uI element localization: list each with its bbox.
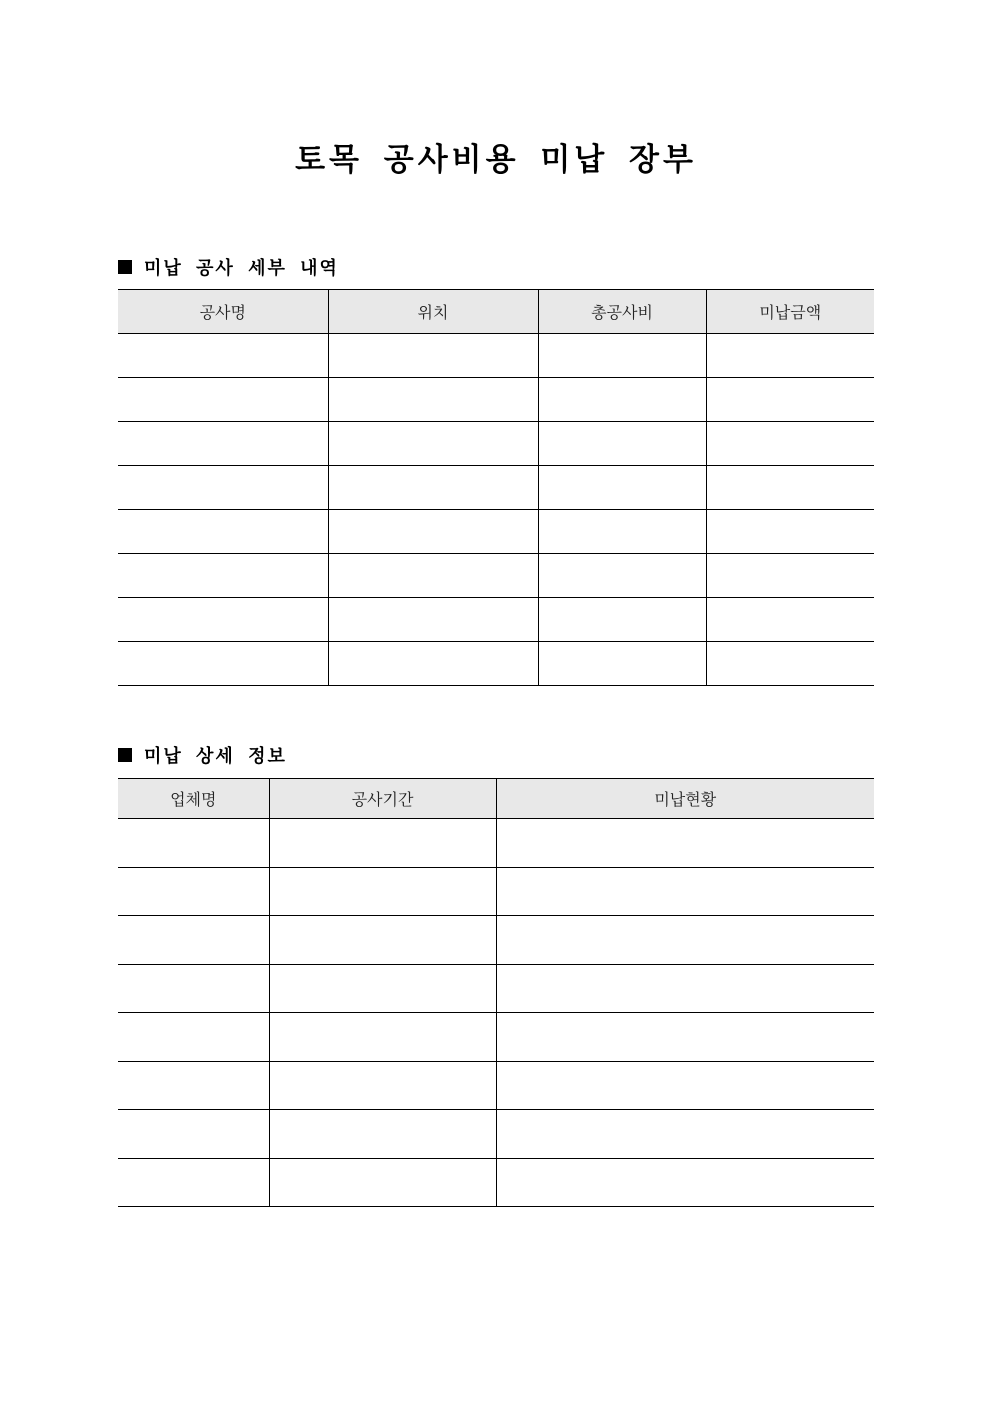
- table-cell[interactable]: [269, 1061, 496, 1110]
- table-cell[interactable]: [538, 510, 706, 554]
- table-cell[interactable]: [538, 598, 706, 642]
- section-heading-unpaid-info: [118, 742, 287, 768]
- table-cell[interactable]: [118, 598, 328, 642]
- table-cell[interactable]: [706, 642, 874, 686]
- table-cell[interactable]: [328, 466, 538, 510]
- column-header-total-cost: 총공사비: [538, 290, 706, 334]
- square-bullet-icon: [118, 748, 132, 762]
- table-cell[interactable]: [538, 554, 706, 598]
- table-cell[interactable]: [328, 334, 538, 378]
- table-row: [118, 819, 874, 868]
- table-cell[interactable]: [118, 1013, 269, 1062]
- table-cell[interactable]: [269, 867, 496, 916]
- table-cell[interactable]: [269, 916, 496, 965]
- table-cell[interactable]: [269, 1158, 496, 1207]
- table-cell[interactable]: [328, 598, 538, 642]
- section-heading-label: 미납 상세 정보: [144, 746, 287, 767]
- table-row: [118, 1013, 874, 1062]
- table-cell[interactable]: [538, 334, 706, 378]
- column-header-construction-name: 공사명: [118, 290, 328, 334]
- table-cell[interactable]: [706, 378, 874, 422]
- table-cell[interactable]: [118, 1158, 269, 1207]
- table-cell[interactable]: [706, 422, 874, 466]
- table-cell[interactable]: [496, 1158, 874, 1207]
- table-cell[interactable]: [706, 598, 874, 642]
- table-cell[interactable]: [118, 334, 328, 378]
- unpaid-detail-info-table: [118, 778, 874, 1207]
- square-bullet-icon: [118, 260, 132, 274]
- table-row: [118, 1061, 874, 1110]
- table-cell[interactable]: [118, 466, 328, 510]
- table-cell[interactable]: [328, 510, 538, 554]
- table-cell[interactable]: [538, 422, 706, 466]
- table-row: [118, 378, 874, 422]
- table-row: [118, 867, 874, 916]
- unpaid-construction-details-table: [118, 289, 874, 686]
- table-cell[interactable]: [118, 378, 328, 422]
- table-cell[interactable]: [706, 334, 874, 378]
- table-row: [118, 1158, 874, 1207]
- table-row: [118, 1110, 874, 1159]
- table-cell[interactable]: [496, 867, 874, 916]
- table-cell[interactable]: [269, 1013, 496, 1062]
- table-cell[interactable]: [328, 554, 538, 598]
- table-cell[interactable]: [118, 422, 328, 466]
- table-cell[interactable]: [328, 378, 538, 422]
- table-row: [118, 916, 874, 965]
- table-row: [118, 964, 874, 1013]
- table-cell[interactable]: [328, 642, 538, 686]
- table-cell[interactable]: [269, 1110, 496, 1159]
- table-cell[interactable]: [118, 1061, 269, 1110]
- table-row: [118, 510, 874, 554]
- table-cell[interactable]: [269, 964, 496, 1013]
- table-cell[interactable]: [496, 819, 874, 868]
- table-cell[interactable]: [118, 916, 269, 965]
- table-cell[interactable]: [538, 642, 706, 686]
- column-header-unpaid-status: 미납현황: [496, 779, 874, 819]
- table-cell[interactable]: [118, 819, 269, 868]
- table-cell[interactable]: [538, 378, 706, 422]
- table-cell[interactable]: [706, 466, 874, 510]
- table-cell[interactable]: [706, 554, 874, 598]
- table-row: [118, 642, 874, 686]
- section-heading-unpaid-details: [118, 254, 339, 280]
- table-row: [118, 466, 874, 510]
- column-header-unpaid-amount: 미납금액: [706, 290, 874, 334]
- column-header-company-name: 업체명: [118, 779, 269, 819]
- column-header-location: 위치: [328, 290, 538, 334]
- table-cell[interactable]: [496, 916, 874, 965]
- table-cell[interactable]: [118, 642, 328, 686]
- table-cell[interactable]: [496, 1013, 874, 1062]
- table-row: [118, 334, 874, 378]
- table-cell[interactable]: [496, 1061, 874, 1110]
- table-row: [118, 422, 874, 466]
- table-cell[interactable]: [328, 422, 538, 466]
- table-cell[interactable]: [118, 964, 269, 1013]
- table-header-row: [118, 290, 874, 334]
- table-cell[interactable]: [496, 1110, 874, 1159]
- table-row: [118, 598, 874, 642]
- table-row: [118, 554, 874, 598]
- column-header-construction-period: 공사기간: [269, 779, 496, 819]
- document-title: 토목 공사비용 미납 장부: [295, 142, 697, 178]
- table-cell[interactable]: [496, 964, 874, 1013]
- table-cell[interactable]: [118, 554, 328, 598]
- table-cell[interactable]: [118, 867, 269, 916]
- table-cell[interactable]: [269, 819, 496, 868]
- table-cell[interactable]: [118, 1110, 269, 1159]
- table-cell[interactable]: [706, 510, 874, 554]
- section-heading-label: 미납 공사 세부 내역: [144, 258, 339, 279]
- table-header-row: [118, 779, 874, 819]
- table-cell[interactable]: [538, 466, 706, 510]
- table-cell[interactable]: [118, 510, 328, 554]
